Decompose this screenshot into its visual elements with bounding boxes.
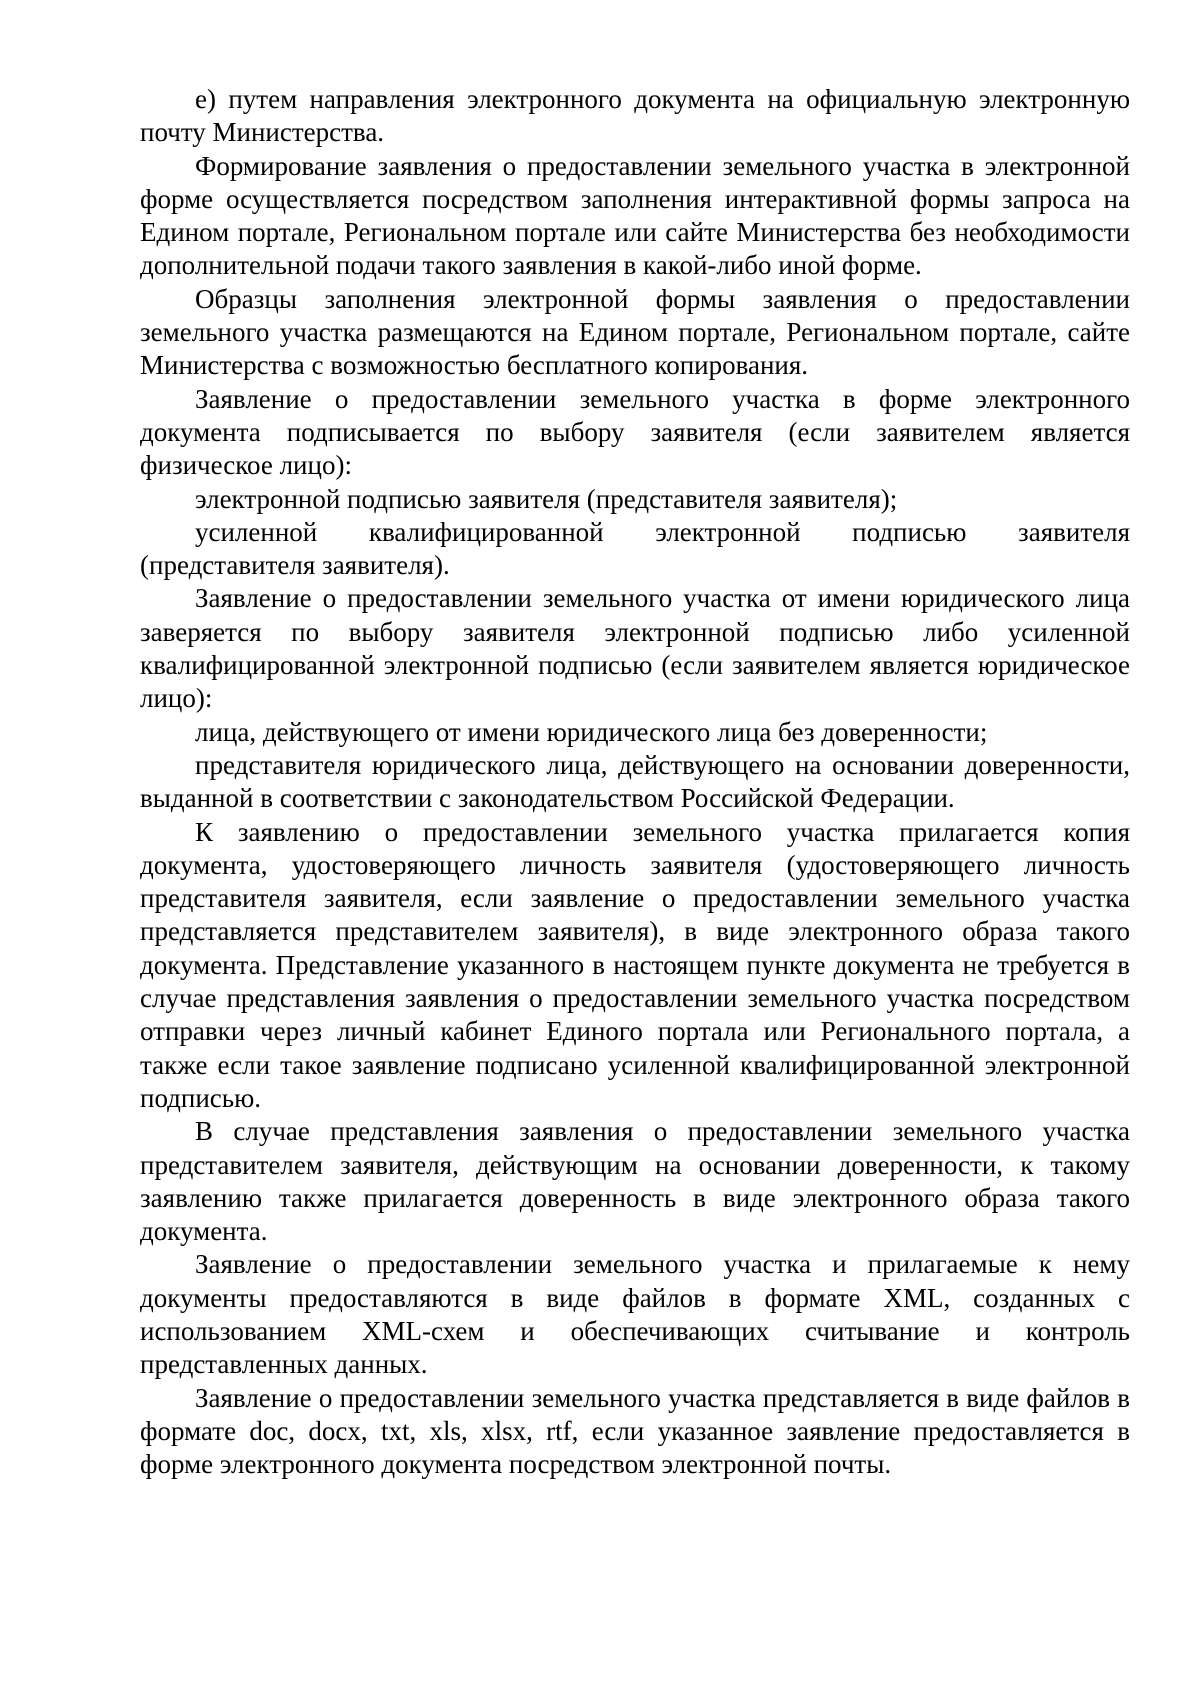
paragraph-samples: Образцы заполнения электронной формы заявления о предоставлении земельного участка размещаются на Едином портале, Региональном портале, сайте Министерства с возможностью бесплатного копирования. [140,283,1130,381]
paragraph-email-formats: Заявление о предоставлении земельного участка представляется в виде файлов в формате doc, docx, txt, xls, xlsx, rtf, если указанное заявление предоставляется в форме электронного документа посредством электронной почты. [140,1382,1130,1480]
paragraph-signing-legal-entity: Заявление о предоставлении земельного участка от имени юридического лица заверяется по выбору заявителя электронной подписью либо усиленной квалифицированной электронной подписью (если заявителем является юридическое лицо): [140,583,1130,714]
paragraph-qualified-signature: усиленной квалифицированной электронной подписью заявителя (представителя заявителя). [140,516,1130,581]
document-body [140,83,1130,1481]
paragraph-power-of-attorney: В случае представления заявления о предоставлении земельного участка представителем заявителя, действующим на основании доверенности, к такому заявлению также прилагается доверенность в виде электронного образа такого документа. [140,1116,1130,1247]
paragraph-identity-document: К заявлению о предоставлении земельного участка прилагается копия документа, удостоверяющего личность заявителя (удостоверяющего личность представителя заявителя, если заявление о предоставлении земельного участка представляется представителем заявителя), в виде электронного образа такого документа. Представление указанного в настоящем пункте документа не требуется в случае представления заявления о предоставлении земельного участка посредством отправки через личный кабинет Единого портала или Регионального портала, а также если такое заявление подписано усиленной квалифицированной электронной подписью. [140,816,1130,1113]
paragraph-item-e: е) путем направления электронного документа на официальную электронную почту Министерства. [140,84,1130,148]
paragraph-representative: представителя юридического лица, действующего на основании доверенности, выданной в соответствии с законодательством Российской Федерации. [140,749,1130,814]
paragraph-xml-format: Заявление о предоставлении земельного участка и прилагаемые к нему документы предоставляются в виде файлов в формате XML, созданных с использованием XML-схем и обеспечивающих считывание и контроль представленных данных. [140,1249,1130,1380]
paragraph-electronic-form: Формирование заявления о предоставлении земельного участка в электронной форме осуществляется посредством заполнения интерактивной формы запроса на Едином портале, Региональном портале или сайте Министерства без необходимости дополнительной подачи такого заявления в какой-либо иной форме. [140,150,1130,281]
paragraph-signing-individual: Заявление о предоставлении земельного участка в форме электронного документа подписывается по выбору заявителя (если заявителем является физическое лицо): [140,383,1130,481]
paragraph-simple-signature: электронной подписью заявителя (представителя заявителя); [195,483,898,514]
paragraph-without-power-of-attorney: лица, действующего от имени юридического лица без доверенности; [195,716,988,747]
